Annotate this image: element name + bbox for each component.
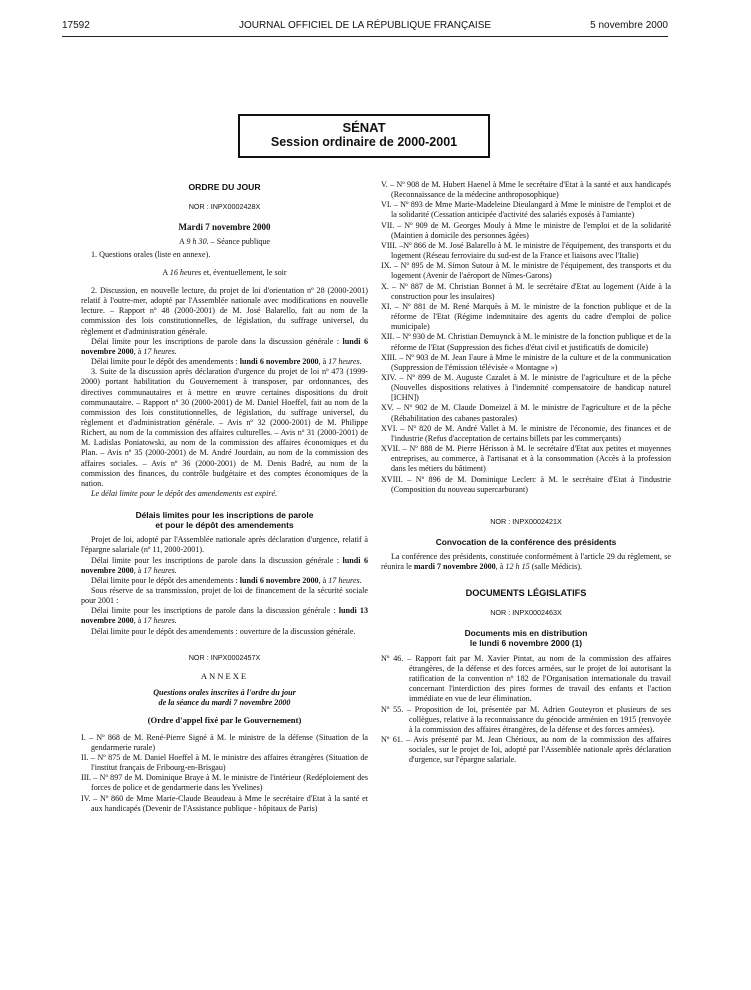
delais-ss-amendements: Délai limite pour le dépôt des amendements : ouverture de la discussion générale. [91,626,356,636]
item-3-expired: Le délai limite pour le dépôt des amendements est expiré. [91,489,278,499]
running-header [62,20,668,34]
question-item: X. – Nº 887 de M. Christian Bonnet à M. le secrétaire d'Etat au logement (Aide à la construction pour les insulaires) [381,281,671,301]
annexe-title: ANNEXE [200,670,249,681]
document-list [381,654,671,766]
delais-parole: Délai limite pour les inscriptions de parole dans la discussion générale : lundi 6 novembre 2000, à 17 heures. [81,555,368,575]
question-item: XIII. – Nº 903 de M. Jean Faure à Mme le ministre de la culture et de la communication (Suppression de l'émission télévisée « Montagne ») [381,352,671,372]
nor-code: NOR : INPX0002463X [490,607,562,617]
item-1: 1. Questions orales (liste en annexe). [91,249,211,259]
page-number: 17592 [62,20,90,31]
annexe-subtitle: Questions orales inscrites à l'ordre du jour de la séance du mardi 7 novembre 2000 [153,688,296,708]
senat-title: SÉNAT [342,120,386,135]
item-2-delai-amendements: Délai limite pour le dépôt des amendements : lundi 6 novembre 2000, à 17 heures. [91,357,362,367]
question-item: XVIII. – Nº 896 de M. Dominique Leclerc à M. le secrétaire d'Etat à l'industrie (Composition du nouveau supercarburant) [381,474,671,494]
question-item: VIII. –Nº 866 de M. José Balarello à M. le ministre de l'équipement, des transports et du logement (Réseau ferroviaire du sud-est de la France et liaisons avec l'Italie) [381,240,671,261]
session-date-title: Mardi 7 novembre 2000 [178,222,271,233]
documents-legislatifs-title: DOCUMENTS LÉGISLATIFS [465,588,587,599]
question-list-right [381,180,671,495]
delais-title: Délais limites pour les inscriptions de parole et pour le dépôt des amendements [135,510,314,531]
question-item: I. – Nº 868 de M. René-Pierre Signé à M. le ministre de la défense (Situation de la gendarmerie rurale) [81,732,368,752]
nor-code: NOR : INPX0002457X [188,652,261,662]
delais-amendements: Délai limite pour le dépôt des amendements : lundi 6 novembre 2000, à 17 heures. [91,575,362,585]
seance-line: A 9 h 30. – Séance publique [178,237,271,247]
delais-projet: Projet de loi, adopté par l'Assemblée nationale après déclaration d'urgence, relatif à l'épargne salariale (nº 11, 2000-2001). [81,535,368,555]
question-item: VII. – Nº 909 de M. Georges Mouly à Mme le ministre de l'emploi et de la solidarité (Maintien à domicile des personnes âgées) [381,220,671,240]
nor-code: NOR : INPX0002421X [490,516,562,526]
senat-title-box [238,114,490,158]
question-item: VI. – Nº 893 de Mme Marie-Madeleine Dieulangard à Mme le ministre de l'emploi et de la solidarité (Cessation anticipée d'activité des salariés exposés à l'amiante) [381,200,671,220]
issue-date: 5 novembre 2000 [590,20,668,31]
ordre-appel: (Ordre d'appel fixé par le Gouvernement) [147,715,302,726]
question-list-left [81,733,368,814]
question-item: XIV. – Nº 899 de M. Auguste Cazalet à M. le ministre de l'agriculture et de la pêche (Nouvelles dispositions relatives à l'indemnité compensatoire de handicap naturel [ICHN]) [381,372,671,403]
question-item: V. – Nº 908 de M. Hubert Haenel à Mme le secrétaire d'Etat à la santé et aux handicapés (Reconnaissance de la médecine anthroposophique) [381,180,671,200]
question-item: IV. – Nº 860 de Mme Marie-Claude Beaudeau à Mme le secrétaire d'Etat à la santé et aux handicapés (Devenir de l'Assistance publique - hôpitaux de Paris) [81,793,368,813]
question-item: II. – Nº 875 de M. Daniel Hoeffel à M. le ministre des affaires étrangères (Situation de l'institut français de Fribourg-en-Brisgau) [81,752,368,773]
header-rule [62,36,668,37]
documents-subtitle: Documents mis en distribution le lundi 6 novembre 2000 (1) [464,627,588,648]
left-column [81,180,368,814]
ordre-du-jour-title: ORDRE DU JOUR [188,182,261,192]
document-item: Nº 55. – Proposition de loi, présentée par M. Adrien Gouteyron et plusieurs de ses collègues, relative à la reconnaissance du génocide arménien en 1915 (renvoyée à la commission des affaires étrangères, de la défense et des forces armées). [381,704,671,734]
convocation-text: La conférence des présidents, constituée conformément à l'article 29 du règlement, se réunira le mardi 7 novembre 2000, à 12 h 15 (salle Médicis). [381,552,671,572]
session-title: Session ordinaire de 2000-2001 [270,135,458,149]
question-item: IX. – Nº 895 de M. Simon Sutour à M. le ministre de l'équipement, des transports et du logement (Avenir de l'aéroport de Nîmes-Garons) [381,261,671,281]
journal-title: JOURNAL OFFICIEL DE LA RÉPUBLIQUE FRANÇAISE [238,20,492,31]
convocation-title: Convocation de la conférence des présidents [435,537,617,547]
nor-code: NOR : INPX0002428X [188,202,261,212]
question-item: XV. – Nº 902 de M. Claude Domeizel à M. le ministre de l'agriculture et de la pêche (Réhabilitation des cabanes pastorales) [381,403,671,423]
document-item: Nº 46. – Rapport fait par M. Xavier Pintat, au nom de la commission des affaires étrangères, de la défense et des forces armées, sur le projet de loi autorisant la ratification de la convention nº 182 de l'Organisation internationale du travail concernant l'interdiction des pires formes de travail des enfants et l'action immédiate en vue de leur élimination. [381,653,671,704]
afternoon-line: A 16 heures et, éventuellement, le soir [162,267,287,277]
question-item: XVI. – Nº 820 de M. André Vallet à M. le ministre de l'économie, des finances et de l'industrie (Refus d'acceptation de certains billets par les commerçants) [381,423,671,443]
question-item: III. – Nº 897 de M. Dominique Braye à M. le ministre de l'intérieur (Redéploiement des forces de police et de gendarmerie dans les Yvelines) [81,773,368,793]
delais-securite-sociale: Sous réserve de sa transmission, projet de loi de financement de la sécurité sociale pour 2001 : [81,586,368,606]
item-2-delai-parole: Délai limite pour les inscriptions de parole dans la discussion générale : lundi 6 novembre 2000, à 17 heures. [81,336,368,356]
question-item: XVII. – Nº 888 de M. Pierre Hérisson à M. le secrétaire d'Etat aux petites et moyennes entreprises, au commerce, à l'artisanat et à la consommation (Accès à la profession dans les métiers du bâtiment) [381,444,671,474]
question-item: XII. – Nº 930 de M. Christian Demuynck à M. le ministre de la fonction publique et de la réforme de l'Etat (Suppression des fiches d'état civil et justificatifs de domicile) [381,332,671,352]
delais-ss-parole: Délai limite pour les inscriptions de parole dans la discussion générale : lundi 13 novembre 2000, à 17 heures. [81,606,368,626]
document-item: Nº 61. – Avis présenté par M. Jean Chérioux, au nom de la commission des affaires sociales, sur le projet de loi, adopté par l'Assemblée nationale après déclaration d'urgence, sur l'épargne salariale. [381,735,671,765]
item-2: 2. Discussion, en nouvelle lecture, du projet de loi d'orientation nº 28 (2000-2001) relatif à l'outre-mer, adopté par l'Assemblée nationale avec modifications en nouvelle lecture. – Rapport nº 48 (2000-2001) de M. José Balarello, fait au nom de la commission des lois constitutionnelles, de législation, du suffrage universel, du règlement et d'administration générale. [81,285,368,336]
question-item: XI. – Nº 881 de M. René Marquès à M. le ministre de la fonction publique et de la réforme de l'Etat (Régime indemnitaire des agents du cadre d'emploi de police municipale) [381,301,671,332]
item-3: 3. Suite de la discussion après déclaration d'urgence du projet de loi nº 473 (1999-2000) portant habilitation du Gouvernement à transposer, par ordonnances, des directives communautaires et à mettre en œuvre certaines dispositions du droit communautaire. – Rapport nº 30 (2000-2001) de M. Daniel Hoeffel, fait au nom de la commission des lois constitutionnelles, de législation, du suffrage universel, du règlement et d'administration générale. – Avis nº 32 (2000-2001) de M. Philippe Richert, au nom de la commission des affaires culturelles. – Avis nº 31 (2000-2001) de M. Ladislas Poniatowski, au nom de la commission des affaires économiques et du Plan. – Avis nº 35 (2000-2001) de M. André Jourdain, au nom de la commission des affaires sociales. – Avis nº 36 (2000-2001) de M. Denis Badré, au nom de la commission des finances, du contrôle budgétaire et des comptes économiques de la nation. [81,367,368,488]
right-column [381,180,671,766]
